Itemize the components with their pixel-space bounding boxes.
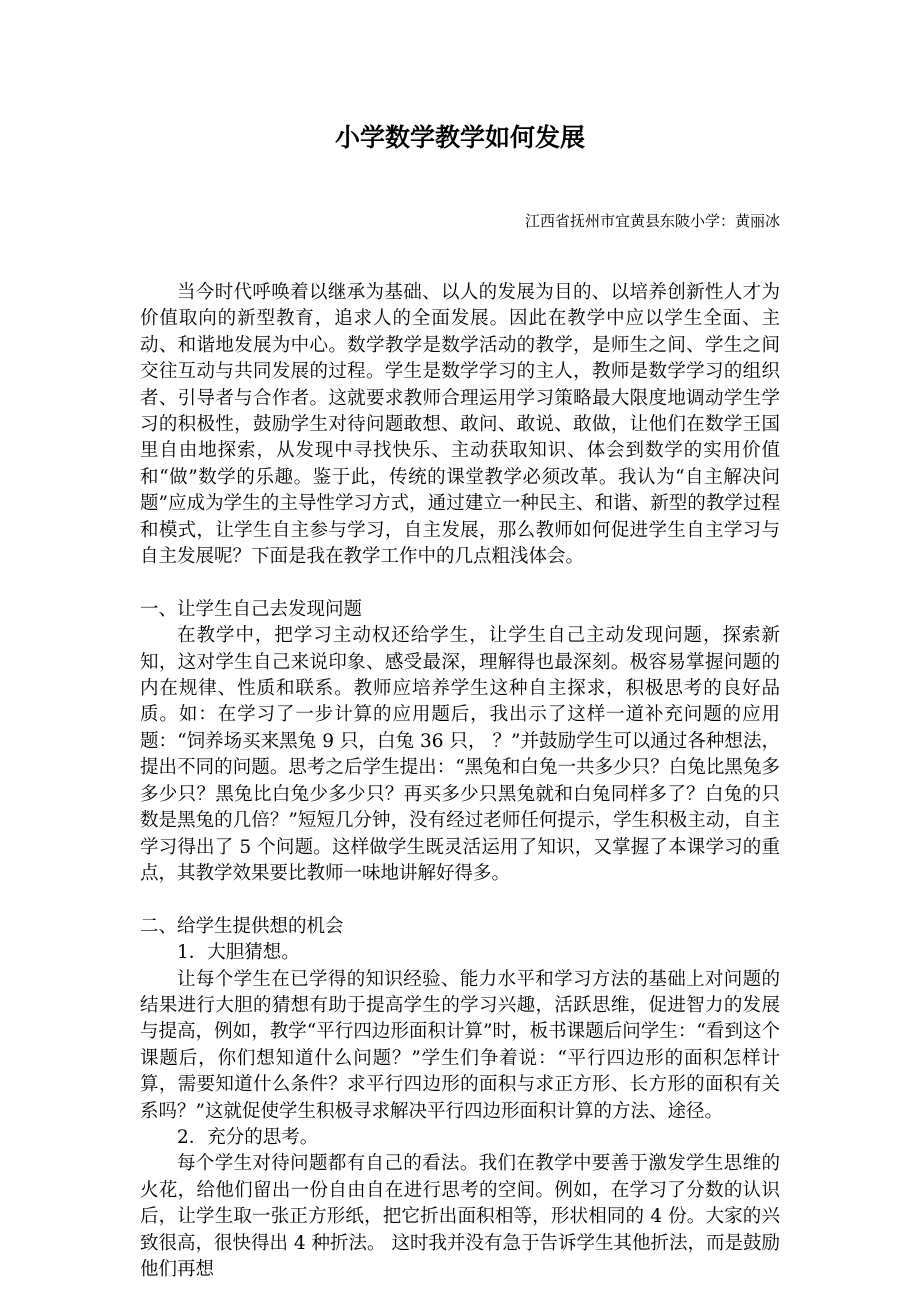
subsection-2-1-paragraph: 让每个学生在已学得的知识经验、能力水平和学习方法的基础上对问题的结果进行大胆的猜想有助于提高学生的学习兴趣，活跃思维，促进智力的发展与提高，例如，教学“平行四边形面积计算”时，板书课题后问学生：“看到这个课题后，你们想知道什么问题？”学生们争着说：“平行四边形的面积怎样计算，需要知道什么条件？求平行四边形的面积与求正方形、长方形的面积有关系吗？”这就促使学生积极寻求解决平行四边形面积计算的方法、途径。 — [140, 968, 780, 1122]
subsection-heading-2-1: 1．大胆猜想。 — [177, 942, 300, 964]
document-body — [140, 280, 780, 1283]
section-heading-1: 一、让学生自己去发现问题 — [140, 598, 363, 620]
section-heading-2: 二、给学生提供想的机会 — [140, 915, 344, 937]
paragraph-gap — [140, 887, 780, 913]
section-1-paragraph: 在教学中，把学习主动权还给学生，让学生自己主动发现问题，探索新知，这对学生自己来说印象、感受最深，理解得也最深刻。极容易掌握问题的内在规律、性质和联系。教师应培养学生这种自主探求，积极思考的良好品质。如：在学习了一步计算的应用题后，我出示了这样一道补充问题的应用题：“饲养场买来黑兔 9 只，白兔 36 只， ？”并鼓励学生可以通过各种想法，提出不同的问题。思考之后学生提出：“黑兔和白兔一共多少只？白兔比黑兔多多少只？黑兔比白兔少多少只？再买多少只黑兔就和白兔同样多了？白兔的只数是黑兔的几倍？”短短几分钟，没有经过老师任何提示，学生积极主动，自主学习得出了 5 个问题。这样做学生既灵活运用了知识，又掌握了本课学习的重点，其教学效果要比教师一味地讲解好得多。 — [140, 625, 780, 884]
subsection-heading-2-2: 2．充分的思考。 — [177, 1126, 319, 1148]
subsection-2-2-paragraph: 每个学生对待问题都有自己的看法。我们在教学中要善于激发学生思维的火花，给他们留出一份自由自在进行思考的空间。例如，在学习了分数的认识后，让学生取一张正方形纸，把它折出面积相等，形状相同的 4 份。大家的兴致很高，很快得出 4 种折法。 这时我并没有急于告诉学生其他折法，而是鼓励他们再想 — [140, 1153, 780, 1280]
page-title: 小学数学教学如何发展 — [334, 123, 585, 152]
author-line: 江西省抚州市宜黄县东陂小学：黄丽冰 — [524, 212, 780, 230]
paragraph-gap — [140, 570, 780, 596]
intro-paragraph: 当今时代呼唤着以继承为基础、以人的发展为目的、以培养创新性人才为价值取向的新型教育，追求人的全面发展。因此在教学中应以学生全面、主动、和谐地发展为中心。数学教学是数学活动的教学，是师生之间、学生之间交往互动与共同发展的过程。学生是数学学习的主人，教师是数学学习的组织者、引导者与合作者。这就要求教师合理运用学习策略最大限度地调动学生学习的积极性，鼓励学生对待问题敢想、敢问、敢说、敢做，让他们在数学王国里自由地探索，从发现中寻找快乐、主动获取知识、体会到数学的实用价值和“做”数学的乐趣。鉴于此，传统的课堂教学必须改革。我认为“自主解决问题”应成为学生的主导性学习方式，通过建立一种民主、和谐、新型的教学过程和模式，让学生自主参与学习，自主发展，那么教师如何促进学生自主学习与自主发展呢？下面是我在教学工作中的几点粗浅体会。 — [140, 282, 780, 568]
